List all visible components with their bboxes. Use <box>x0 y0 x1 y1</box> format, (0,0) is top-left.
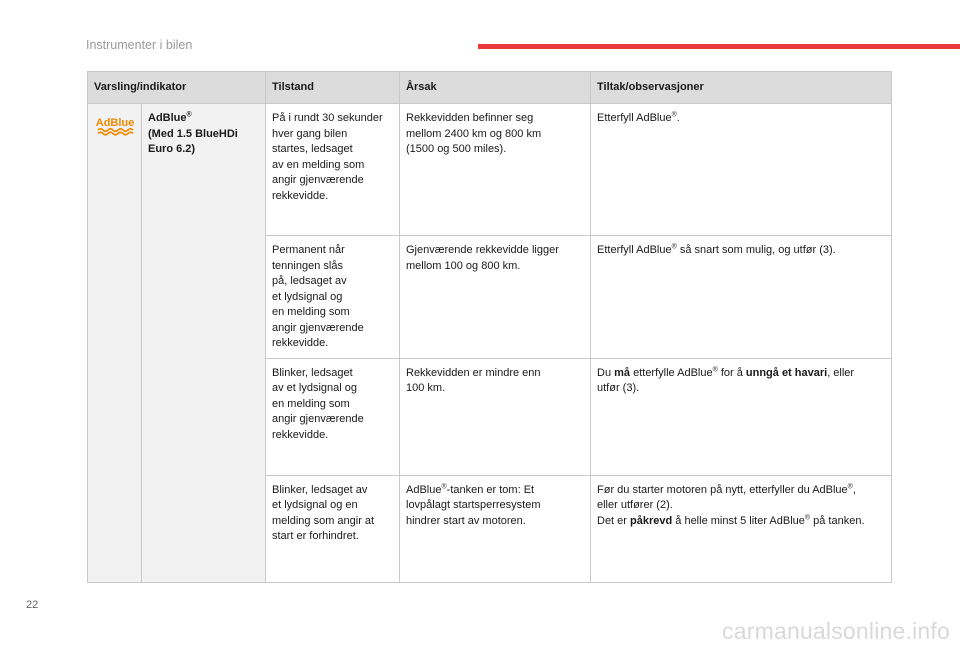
condition-cell: Blinker, ledsaget av et lydsignal og en melding som angir at start er forhindret. <box>266 475 400 583</box>
registered-mark: ® <box>671 243 677 251</box>
column-header-cause: Årsak <box>400 72 591 104</box>
action-emphasis: unngå et havari <box>745 366 828 379</box>
action-text: så snart som mulig, og utfør (3). <box>676 244 836 256</box>
watermark: carmanualsonline.info <box>722 618 950 644</box>
registered-mark: ® <box>671 111 677 119</box>
action-text: etterfylle AdBlue <box>630 366 713 379</box>
action-text: Du <box>597 366 615 379</box>
cause-cell: Rekkevidden befinner seg mellom 2400 km og 800 km (1500 og 500 miles). <box>400 104 591 236</box>
registered-mark: ® <box>712 365 718 373</box>
action-cell <box>591 475 892 583</box>
action-text: for å <box>717 366 746 379</box>
action-text: Etterfyll AdBlue <box>597 244 672 256</box>
registered-mark: ® <box>847 482 853 490</box>
table-header-row <box>88 72 892 104</box>
action-cell <box>591 236 892 359</box>
action-text: , eller utfør (3). <box>597 366 855 394</box>
page-number: 22 <box>26 599 39 611</box>
action-text: å helle minst 5 liter AdBlue <box>672 514 805 527</box>
indicator-subtitle: (Med 1.5 BlueHDi Euro 6.2) <box>148 127 238 155</box>
cause-text: -tanken er tom: Et lovpålagt startsperresystem hindrer start av motoren. <box>406 483 541 527</box>
action-emphasis: påkrevd <box>630 514 673 527</box>
section-title: Instrumenter i bilen <box>86 38 193 52</box>
condition-cell: Permanent når tenningen slås på, ledsaget av et lydsignal og en melding som angir gjenværende rekkevidde. <box>266 236 400 359</box>
indicator-name: AdBlue <box>148 112 187 124</box>
condition-cell: På i rundt 30 sekunder hver gang bilen startes, ledsaget av en melding som angir gjenværende rekkevidde. <box>266 104 400 236</box>
adblue-warning-icon <box>95 115 135 137</box>
header-accent-bar <box>478 44 960 49</box>
indicator-name-cell <box>142 104 266 583</box>
cause-cell <box>400 475 591 583</box>
column-header-action: Tiltak/observasjoner <box>591 72 892 104</box>
action-cell <box>591 358 892 475</box>
action-cell <box>591 104 892 236</box>
registered-mark: ® <box>186 111 192 119</box>
cause-cell: Gjenværende rekkevidde ligger mellom 100 og 800 km. <box>400 236 591 359</box>
registered-mark: ® <box>441 482 447 490</box>
action-text: . <box>676 112 680 124</box>
column-header-indicator: Varsling/indikator <box>88 72 266 104</box>
action-text: Før du starter motoren på nytt, etterfyller du AdBlue <box>597 483 848 496</box>
action-text: , eller utfører (2). Det er <box>597 483 856 527</box>
action-text: Etterfyll AdBlue <box>597 112 672 124</box>
cause-text: AdBlue <box>406 483 442 496</box>
condition-cell: Blinker, ledsaget av et lydsignal og en melding som angir gjenværende rekkevidde. <box>266 358 400 475</box>
column-header-condition: Tilstand <box>266 72 400 104</box>
action-emphasis: må <box>614 366 631 379</box>
cause-cell: Rekkevidden er mindre enn 100 km. <box>400 358 591 475</box>
action-text: på tanken. <box>810 514 865 527</box>
table-row <box>88 104 892 236</box>
indicator-icon-cell <box>88 104 142 583</box>
warning-indicator-table <box>87 71 892 583</box>
svg-text:AdBlue: AdBlue <box>95 117 134 129</box>
registered-mark: ® <box>804 513 811 521</box>
